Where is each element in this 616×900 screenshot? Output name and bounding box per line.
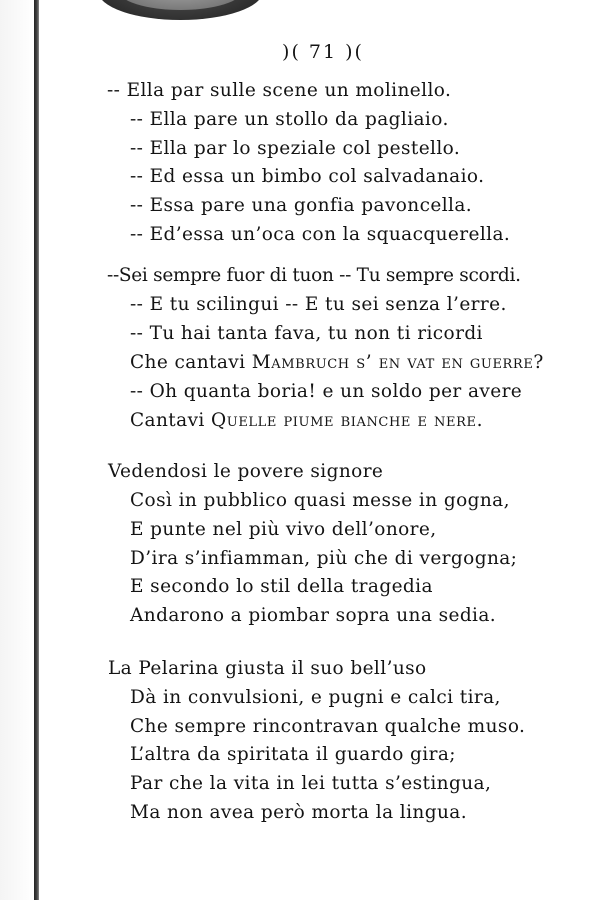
- page-edge-shade: [0, 0, 34, 900]
- page-number: )( 71 )(: [282, 41, 364, 63]
- verse-line: [130, 407, 483, 435]
- verse-line: Ma non avea però morta la lingua.: [130, 802, 468, 823]
- verse-line: Che sempre rincontravan qualche muso.: [130, 716, 526, 737]
- verse-line: -- E tu scilingui -- E tu sei senza l’erre.: [130, 294, 507, 315]
- verse-line: Andarono a piombar sopra una sedia.: [130, 605, 497, 626]
- song-title: Quelle piume bianche e nere: [211, 410, 477, 431]
- song-title: Mambruch s’ en vat en guerre: [251, 352, 534, 373]
- verse-line: -- Ella pare un stollo da pagliaio.: [130, 109, 449, 130]
- verse-text: Che cantavi: [130, 352, 252, 373]
- verse-line: -- Ed essa un bimbo col salvadanaio.: [130, 166, 485, 187]
- verse-line: [130, 349, 544, 377]
- verse-line: L’altra da spiritata il guardo gira;: [130, 744, 456, 765]
- verse-text: Cantavi: [130, 410, 212, 431]
- verse-punctuation: ?: [533, 352, 544, 373]
- verse-line: D’ira s’infiamman, più che di vergogna;: [130, 548, 518, 569]
- verse-line: -- Essa pare una gonfia pavoncella.: [130, 195, 473, 216]
- verse-line: E punte nel più vivo dell’onore,: [130, 519, 437, 540]
- verse-line: --Sei sempre fuor di tuon -- Tu sempre scordi.: [107, 265, 521, 286]
- verse-line: Vedendosi le povere signore: [108, 461, 384, 482]
- verse-line: La Pelarina giusta il suo bell’uso: [108, 658, 427, 679]
- verse-line: Par che la vita in lei tutta s’estingua,: [130, 773, 492, 794]
- verse-line: -- Oh quanta boria! e un soldo per avere: [130, 381, 523, 402]
- verse-line: -- Ella par sulle scene un molinello.: [107, 80, 452, 101]
- verse-punctuation: .: [476, 410, 483, 431]
- verse-line: -- Ed’essa un’oca con la squacquerella.: [130, 224, 511, 245]
- verse-line: -- Tu hai tanta fava, tu non ti ricordi: [130, 323, 483, 344]
- verse-line: Dà in convulsioni, e pugni e calci tira,: [130, 687, 501, 708]
- verse-line: -- Ella par lo speziale col pestello.: [130, 138, 461, 159]
- verse-line: E secondo lo stil della tragedia: [130, 576, 433, 597]
- verse-line: Così in pubblico quasi messe in gogna,: [130, 490, 510, 511]
- binding-edge: [34, 0, 39, 900]
